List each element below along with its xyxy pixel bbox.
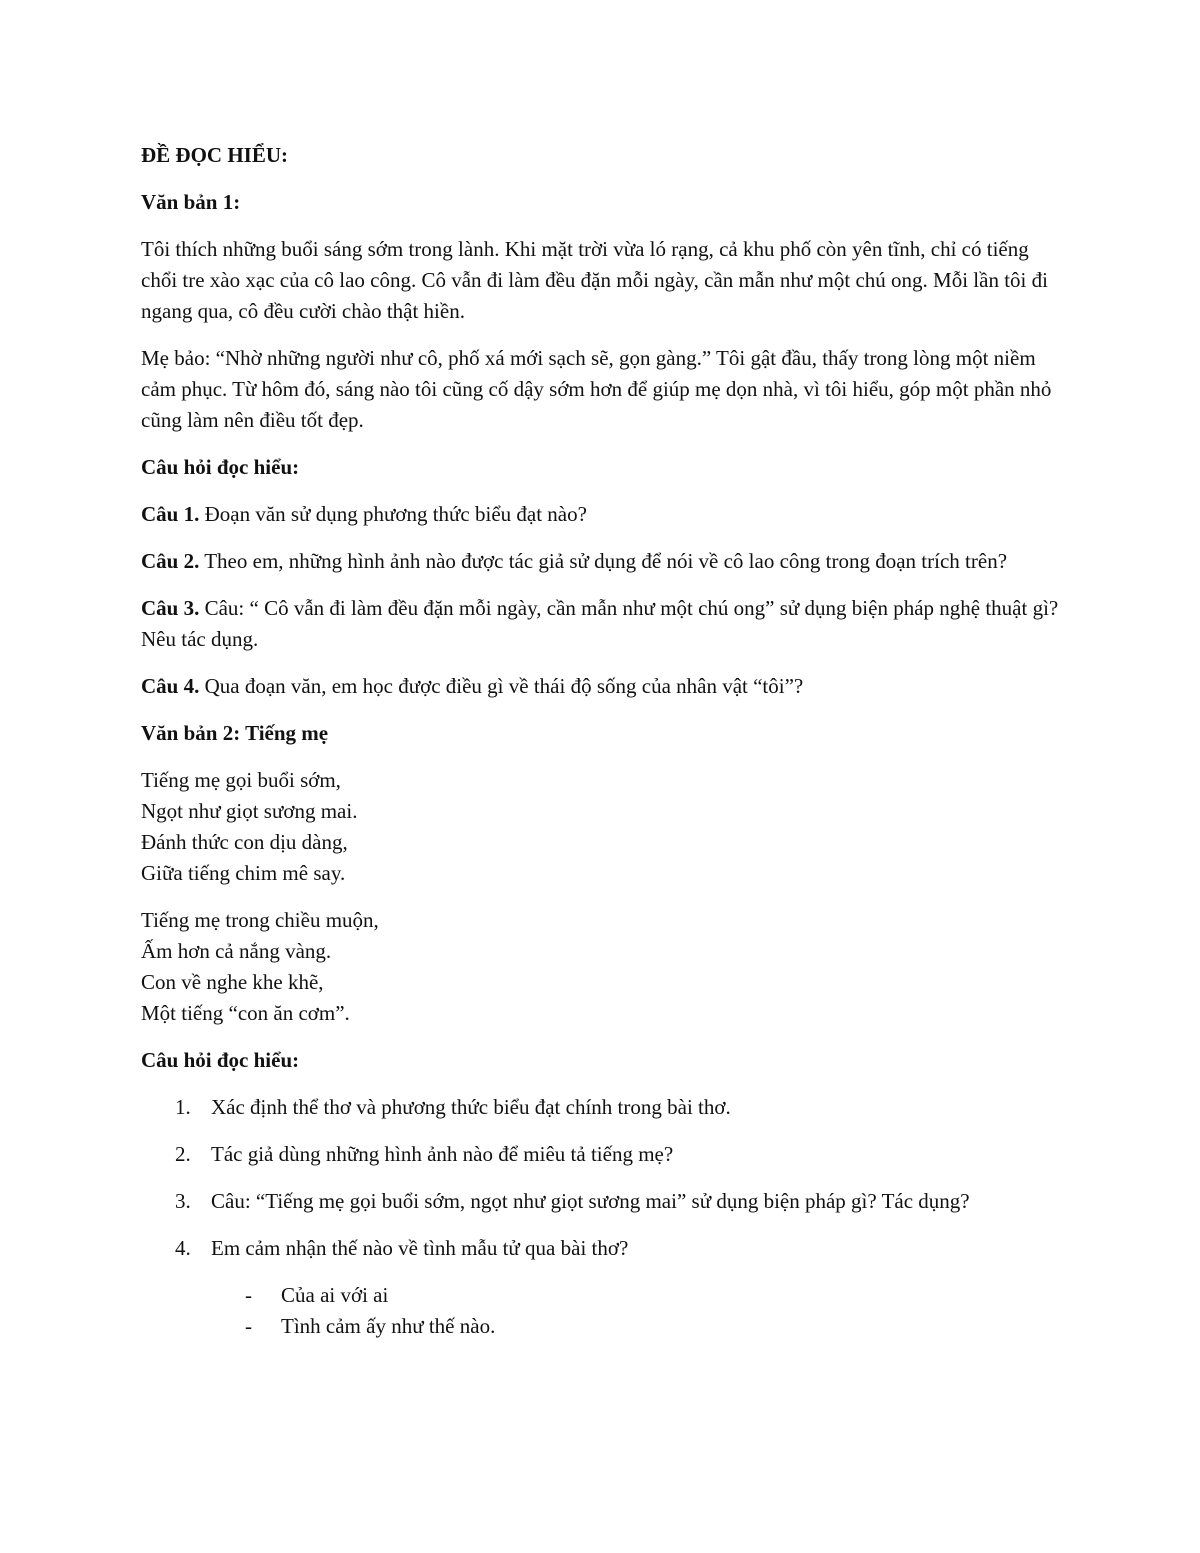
question-label: Câu 4. — [141, 674, 200, 698]
text2-questions-heading: Câu hỏi đọc hiểu: — [141, 1048, 300, 1072]
dash-bullet: - — [245, 1314, 252, 1338]
text1-question-3 — [141, 593, 1066, 655]
poem-line: Một tiếng “con ăn cơm”. — [141, 1001, 350, 1025]
list-item — [141, 1311, 1066, 1342]
poem-line: Ngọt như giọt sương mai. — [141, 799, 358, 823]
list-item-text: Tình cảm ấy như thế nào. — [281, 1314, 496, 1338]
list-item — [141, 1139, 1066, 1170]
list-item-text: Em cảm nhận thế nào về tình mẫu tử qua bài thơ? — [211, 1236, 629, 1260]
question-text: Đoạn văn sử dụng phương thức biểu đạt nào? — [199, 502, 587, 526]
list-item — [141, 1233, 1066, 1264]
poem-stanza-1 — [141, 765, 1066, 889]
text1-question-2 — [141, 546, 1066, 577]
list-number: 3. — [175, 1189, 191, 1213]
poem-stanza-2 — [141, 905, 1066, 1029]
poem-line: Giữa tiếng chim mê say. — [141, 861, 346, 885]
list-item-text: Câu: “Tiếng mẹ gọi buổi sớm, ngọt như giọt sương mai” sử dụng biện pháp gì? Tác dụng? — [211, 1189, 970, 1213]
question-label: Câu 3. — [141, 596, 200, 620]
document-page — [141, 140, 1066, 1342]
question-text: Qua đoạn văn, em học được điều gì về thái độ sống của nhân vật “tôi”? — [199, 674, 804, 698]
poem-line: Tiếng mẹ trong chiều muộn, — [141, 908, 379, 932]
list-item-text: Tác giả dùng những hình ảnh nào để miêu tả tiếng mẹ? — [211, 1142, 674, 1166]
list-item-text: Của ai với ai — [281, 1283, 389, 1307]
text2-heading: Văn bản 2: Tiếng mẹ — [141, 721, 329, 745]
list-number: 2. — [175, 1142, 191, 1166]
question-text: Theo em, những hình ảnh nào được tác giả sử dụng để nói về cô lao công trong đoạn trích trên? — [199, 549, 1008, 573]
document-title: ĐỀ ĐỌC HIỂU: — [141, 143, 289, 167]
list-item-text: Xác định thể thơ và phương thức biểu đạt chính trong bài thơ. — [211, 1095, 731, 1119]
text1-question-4 — [141, 671, 1066, 702]
dash-bullet: - — [245, 1283, 252, 1307]
question-label: Câu 2. — [141, 549, 200, 573]
list-item — [141, 1186, 1066, 1217]
sub-point-list — [141, 1280, 1066, 1342]
text1-question-1 — [141, 499, 1066, 530]
question-label: Câu 1. — [141, 502, 200, 526]
poem-line: Đánh thức con dịu dàng, — [141, 830, 348, 854]
text1-paragraph-2: Mẹ bảo: “Nhờ những người như cô, phố xá mới sạch sẽ, gọn gàng.” Tôi gật đầu, thấy trong lòng một niềm cảm phục. Từ hôm đó, sáng nào tôi cũng cố dậy sớm hơn để giúp mẹ dọn nhà, vì tôi hiểu, góp một phần nhỏ cũng làm nên điều tốt đẹp. — [141, 346, 1052, 432]
poem-line: Tiếng mẹ gọi buổi sớm, — [141, 768, 341, 792]
text1-heading: Văn bản 1: — [141, 190, 241, 214]
text2-question-list — [141, 1092, 1066, 1264]
poem-line: Ấm hơn cả nắng vàng. — [141, 939, 332, 963]
list-number: 4. — [175, 1236, 191, 1260]
list-number: 1. — [175, 1095, 191, 1119]
list-item — [141, 1092, 1066, 1123]
poem-line: Con về nghe khe khẽ, — [141, 970, 324, 994]
text1-questions-heading: Câu hỏi đọc hiểu: — [141, 455, 300, 479]
text1-paragraph-1: Tôi thích những buổi sáng sớm trong lành. Khi mặt trời vừa ló rạng, cả khu phố còn yên tĩnh, chỉ có tiếng chổi tre xào xạc của cô lao công. Cô vẫn đi làm đều đặn mỗi ngày, cần mẫn như một chú ong. Mỗi lần tôi đi ngang qua, cô đều cười chào thật hiền. — [141, 237, 1048, 323]
question-text: Câu: “ Cô vẫn đi làm đều đặn mỗi ngày, cần mẫn như một chú ong” sử dụng biện pháp nghệ thuật gì? Nêu tác dụng. — [141, 596, 1059, 651]
list-item — [141, 1280, 1066, 1311]
